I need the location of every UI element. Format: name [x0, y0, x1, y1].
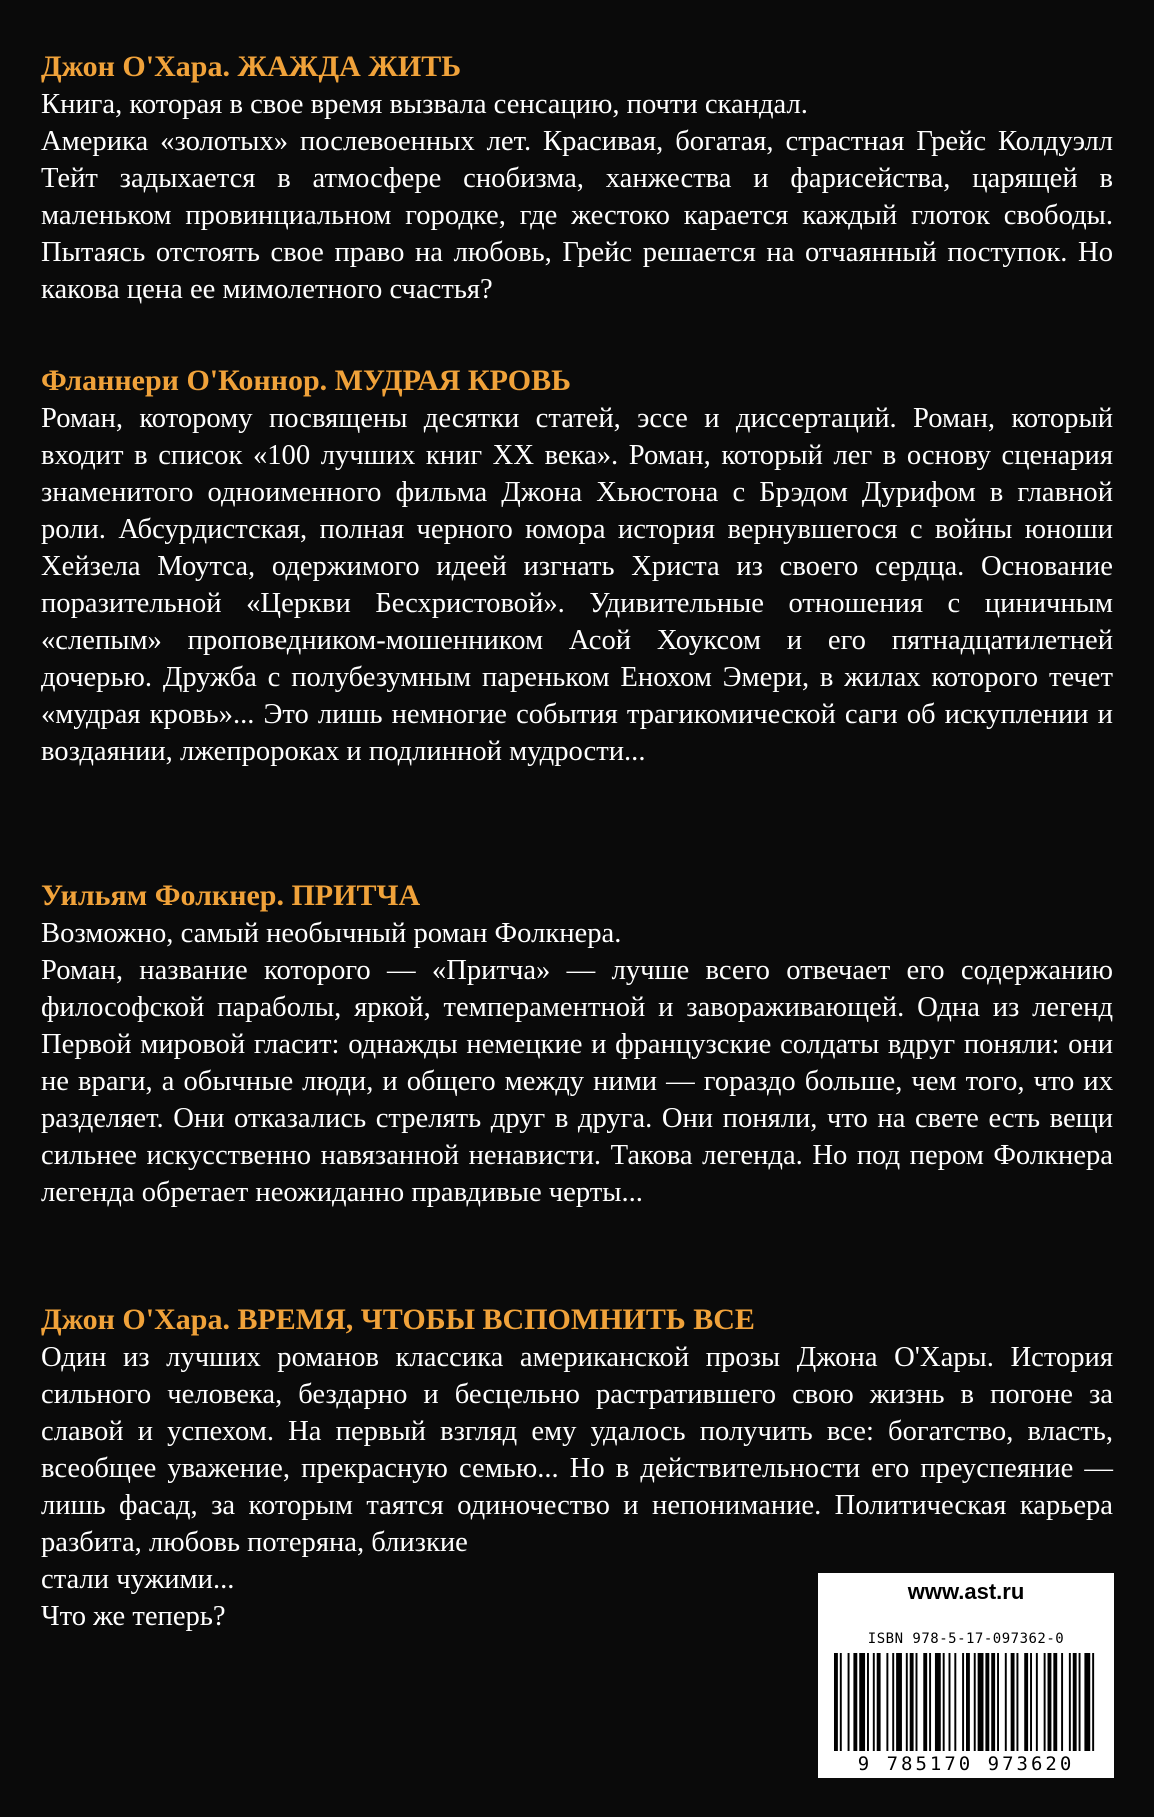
book-title: Джон О'Хара. ВРЕМЯ, ЧТОБЫ ВСПОМНИТЬ ВСЕ — [41, 1303, 755, 1336]
barcode-bar — [848, 1653, 850, 1751]
barcode-bar — [873, 1653, 875, 1751]
barcode-bar — [991, 1653, 995, 1751]
barcode-digits: 9 785170 973620 — [857, 1753, 1075, 1775]
barcode-bar — [962, 1653, 964, 1751]
book-title: Фланнери О'Коннор. МУДРАЯ КРОВЬ — [41, 364, 571, 397]
barcode-bar — [859, 1653, 865, 1751]
barcode-bar — [1036, 1653, 1038, 1751]
barcode-bar — [892, 1653, 894, 1751]
book-paragraph: Книга, которая в свое время вызвала сенсацию, почти скандал. — [41, 89, 808, 120]
book-paragraph: Возможно, самый необычный роман Фолкнера. — [41, 918, 622, 949]
book-title: Джон О'Хара. ЖАЖДА ЖИТЬ — [41, 50, 462, 83]
isbn-text: ISBN 978-5-17-097362-0 — [867, 1631, 1065, 1647]
barcode-bar — [1044, 1653, 1046, 1751]
book-blurb-1 — [41, 48, 1113, 308]
barcode-bar — [923, 1653, 927, 1751]
barcode-bar — [910, 1653, 914, 1751]
barcode-bar — [1011, 1653, 1015, 1751]
barcode-bars — [832, 1653, 1100, 1751]
barcode-bar — [1092, 1653, 1094, 1751]
barcode-bar — [935, 1653, 941, 1751]
barcode-bar — [853, 1653, 857, 1751]
book-blurb-3 — [41, 877, 1113, 1211]
barcode-bar — [886, 1653, 888, 1751]
barcode-bar — [840, 1653, 842, 1751]
barcode-label — [818, 1573, 1114, 1778]
barcode-bar — [1053, 1653, 1057, 1751]
barcode-bar — [985, 1653, 989, 1751]
barcode-bar — [1069, 1653, 1071, 1751]
barcode-bar — [1061, 1653, 1063, 1751]
barcode-bar — [949, 1653, 951, 1751]
barcode-bar — [929, 1653, 931, 1751]
barcode-bar — [1030, 1653, 1032, 1751]
barcode-bar — [997, 1653, 999, 1751]
barcode-bar — [966, 1653, 970, 1751]
book-paragraph: Роман, которому посвящены десятки статей, эссе и диссертаций. Роман, который входит в список «100 лучших книг XX века». Роман, который лег в основу сценария знаменитого одноименного фильма Джона Хьюстона с Брэдом Дурифом в главной роли. Абсурдистская, полная черного юмора история вернувшегося с войны юноши Хейзела Моутса, одержимого идеей изгнать Христа из своего сердца. Основание поразительной «Церкви Бесхристовой». Удивительные отношения с циничным «слепым» проповедником-мошенником Асой Хоуксом и его пятнадцатилетней дочерью. Дружба с полубезумным пареньком Енохом Эмери, в жилах которого течет «мудрая кровь»... Это лишь немногие события трагикомической саги об искуплении и воздаянии, лжепророках и подлинной мудрости... — [41, 403, 1113, 767]
barcode-bar — [916, 1653, 918, 1751]
barcode-bar — [834, 1653, 838, 1751]
barcode-bar — [954, 1653, 956, 1751]
book-blurb-2 — [41, 362, 1113, 770]
book-paragraph: стали чужими... — [41, 1564, 235, 1595]
book-paragraph: Роман, название которого — «Притча» — лучше всего отвечает его содержанию философской параболы, яркой, темпераментной и завораживающей. Одна из легенд Первой мировой гласит: однажды немецкие и французские солдаты вдруг поняли: они не враги, а обычные люди, и общего между ними — гораздо больше, чем того, что их разделяет. Они отказались стрелять друг в друга. Они поняли, что на свете есть вещи сильнее искусственно навязанной ненависти. Такова легенда. Но под пером Фолкнера легенда обретает неожиданно правдивые черты... — [41, 955, 1113, 1208]
book-paragraph: Один из лучших романов классика американской прозы Джона О'Хары. История сильного человека, бездарно и бесцельно растратившего свою жизнь в погоне за славой и успехом. На первый взгляд ему удалось получить все: богатство, власть, всеобщее уважение, прекрасную семью... Но в действительности его преуспеяние — лишь фасад, за которым таятся одиночество и непонимание. Политическая карьера разбита, любовь потеряна, близкие — [41, 1342, 1113, 1558]
barcode-bar — [1048, 1653, 1052, 1751]
barcode-bar — [1079, 1653, 1081, 1751]
book-paragraph: Что же теперь? — [41, 1601, 226, 1632]
book-paragraph: Америка «золотых» послевоенных лет. Красивая, богатая, страстная Грейс Колдуэлл Тейт задыхается в атмосфере снобизма, ханжества и фарисейства, царящей в маленьком провинциальном городке, где жестоко карается каждый глоток свободы. Пытаясь отстоять свое право на любовь, Грейс решается на отчаянный поступок. Но какова цена ее мимолетного счастья? — [41, 126, 1113, 305]
book-title: Уильям Фолкнер. ПРИТЧА — [41, 879, 421, 912]
barcode-bar — [1084, 1653, 1090, 1751]
barcode-bar — [978, 1653, 984, 1751]
barcode-bar — [906, 1653, 908, 1751]
barcode-bar — [974, 1653, 976, 1751]
barcode-bar — [1024, 1653, 1028, 1751]
barcode-bar — [1005, 1653, 1007, 1751]
barcode-bar — [1016, 1653, 1018, 1751]
barcode-bar — [943, 1653, 945, 1751]
barcode-bar — [1073, 1653, 1077, 1751]
barcode-bar — [867, 1653, 869, 1751]
barcode-bar — [896, 1653, 902, 1751]
barcode-bar — [877, 1653, 881, 1751]
publisher-website: www.ast.ru — [907, 1579, 1025, 1604]
